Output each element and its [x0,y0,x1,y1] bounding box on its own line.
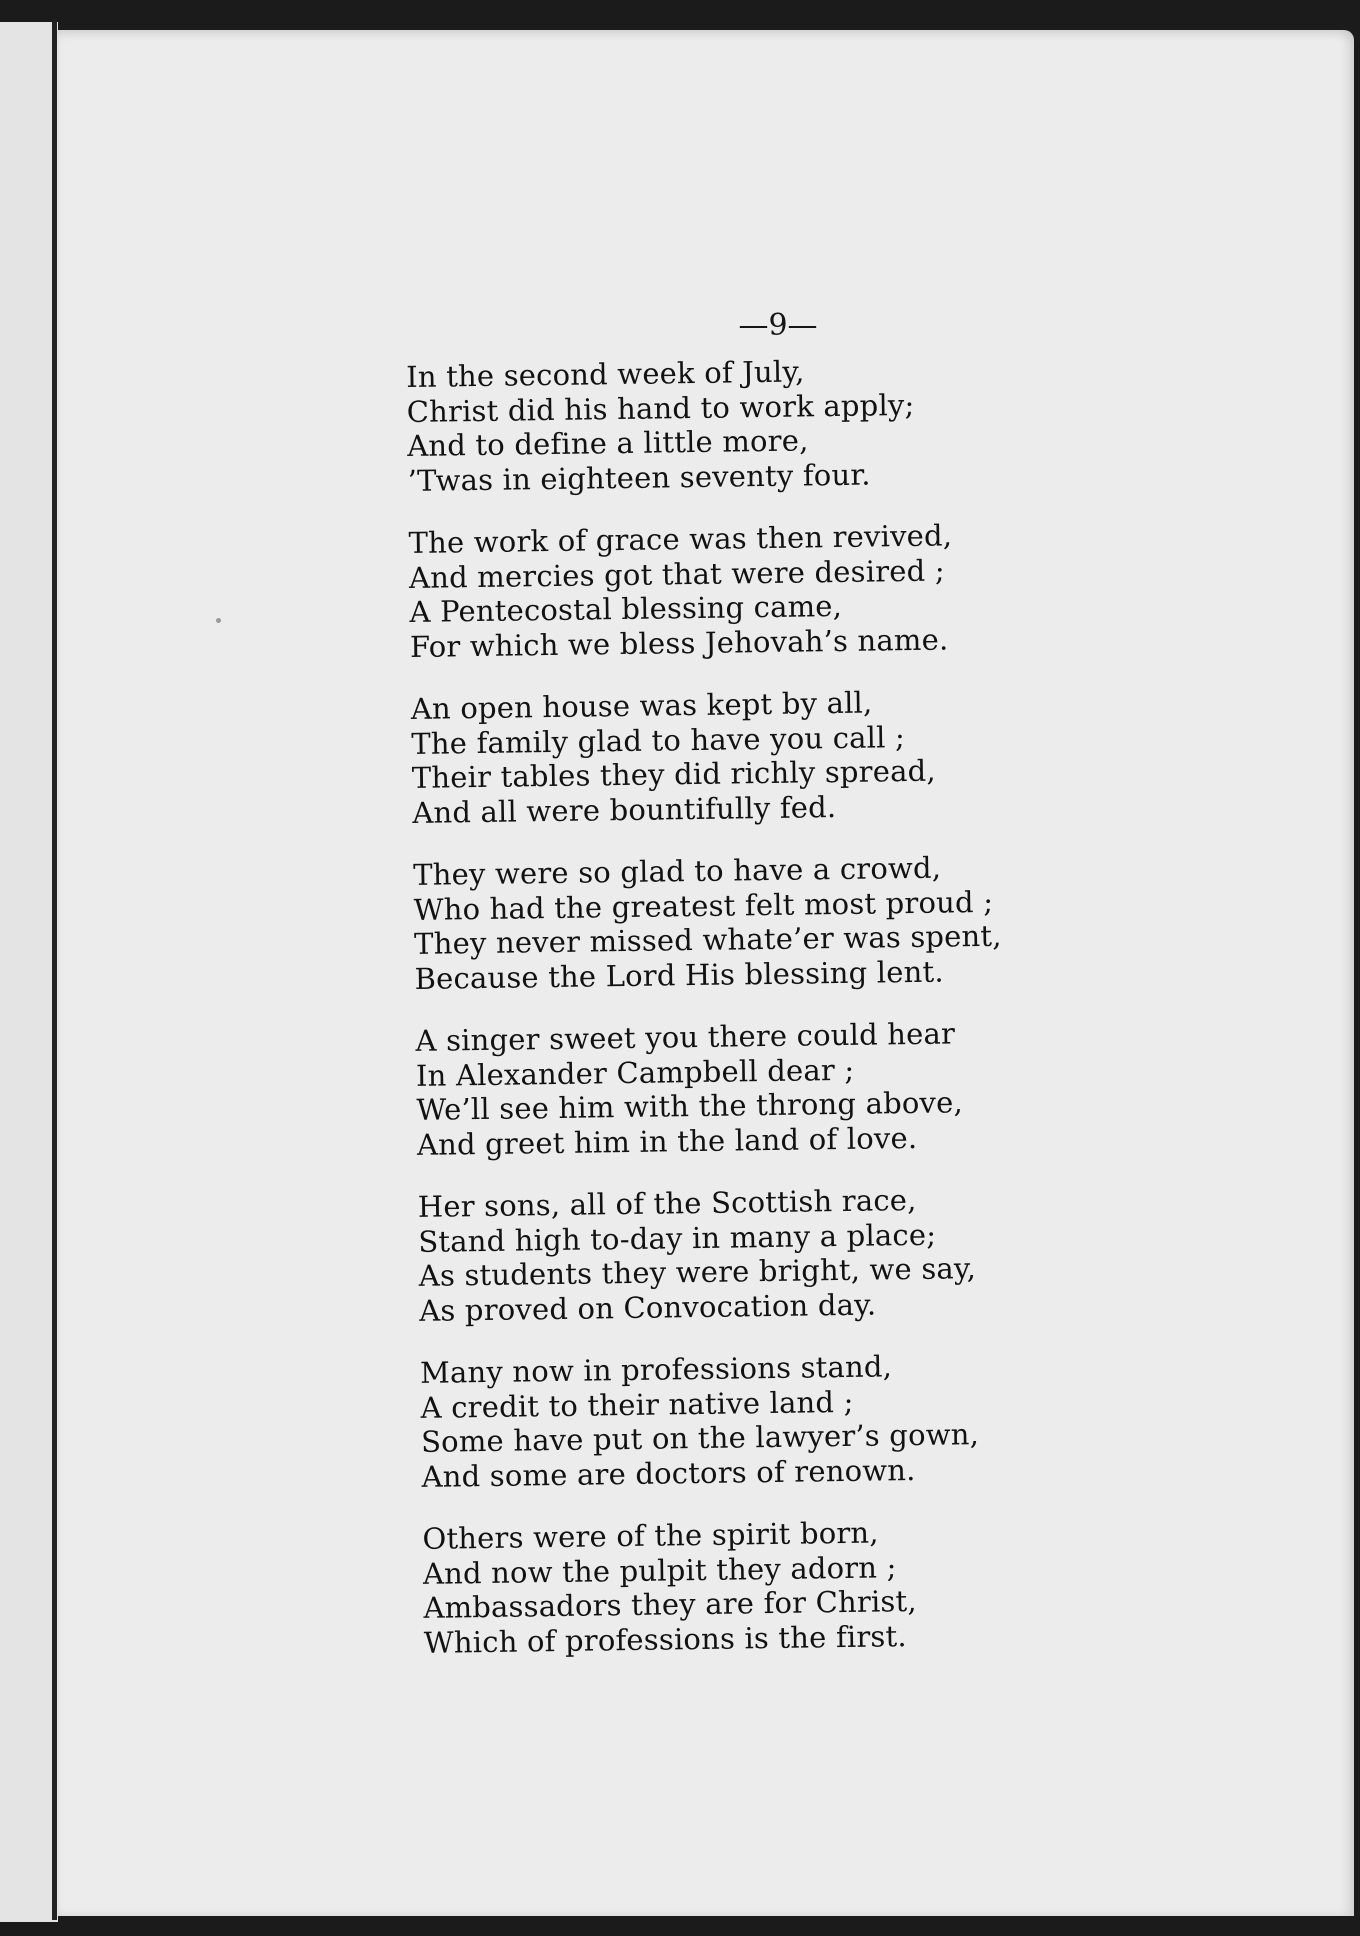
page-sheet [58,30,1354,1916]
poem-line: Many now in professions stand, [419,1349,893,1390]
poem-line: And all were bountifully fed. [412,789,837,830]
poem-line: Because the Lord His blessing lent. [414,954,944,996]
poem-line: And some are doctors of renown. [421,1452,916,1494]
poem-line: An open house was kept by all, [410,685,873,726]
ink-smudge [216,618,221,623]
stanza [411,682,1113,830]
poem-line: And mercies got that were desired ; [408,552,946,595]
stanza [422,1512,1124,1660]
stanza [408,516,1110,664]
poem-line: And now the pulpit they adorn ; [422,1549,897,1591]
poem-line: Christ did his hand to work apply; [406,387,915,429]
poem-line: Others were of the spirit born, [422,1515,879,1556]
book-spine-line [52,20,57,1920]
poem-line: ’Twas in eighteen seventy four. [407,457,871,498]
poem-line: We’ll see him with the throng above, [416,1085,964,1127]
poem-line: Which of professions is the first. [423,1618,907,1660]
poem-line: And to define a little more, [406,423,809,463]
poem-line: A Pentecostal blessing came, [409,588,843,629]
poem-line: They never missed whate’er was spent, [413,918,1002,961]
poem-line: As proved on Convocation day. [419,1287,877,1328]
poem-line: A credit to their native land ; [420,1384,854,1425]
page-number: —9— [738,308,818,343]
facing-page-edge [0,22,58,1922]
poem [406,350,1124,1688]
poem-line: Some have put on the lawyer’s gown, [420,1417,980,1459]
poem-line: Who had the greatest felt most proud ; [413,884,994,927]
poem-line: As students they were bright, we say, [418,1251,977,1293]
poem-line: And greet him in the land of love. [416,1120,918,1162]
poem-line: Her sons, all of the Scottish race, [417,1182,917,1224]
stanza [418,1180,1120,1328]
poem-line: The family glad to have you call ; [411,719,906,761]
stanza [420,1346,1122,1494]
poem-line: Their tables they did richly spread, [411,753,937,795]
poem-line: The work of grace was then revived, [408,518,953,560]
stanza [415,1014,1117,1162]
poem-line: They were so glad to have a crowd, [412,850,942,892]
poem-line: In the second week of July, [406,354,805,394]
poem-line: A singer sweet you there could hear [415,1016,956,1058]
poem-line: For which we bless Jehovah’s name. [409,621,949,664]
stanza [413,848,1115,996]
poem-line: Ambassadors they are for Christ, [423,1583,918,1625]
poem-line: Stand high to-day in many a place; [418,1217,937,1259]
stanza [406,350,1108,498]
poem-line: In Alexander Campbell dear ; [415,1052,855,1093]
